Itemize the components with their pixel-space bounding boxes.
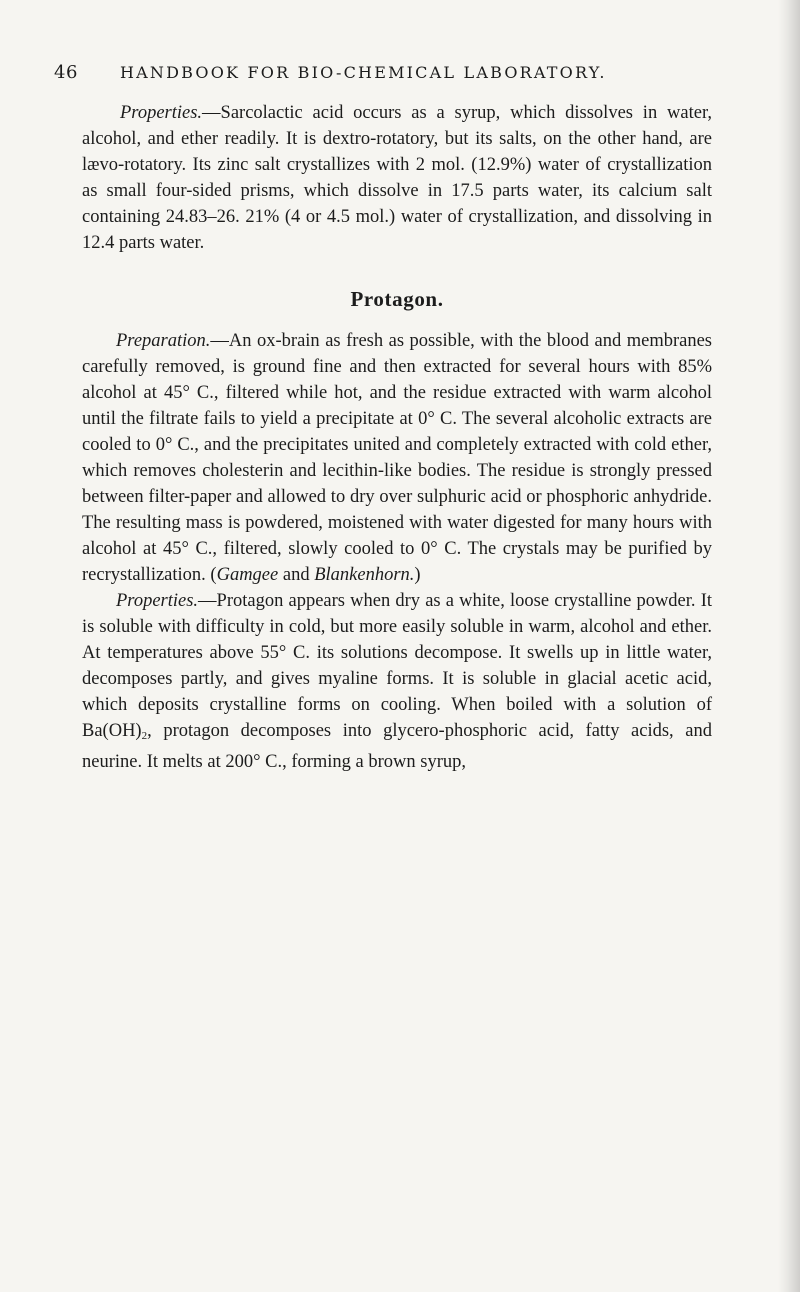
section-heading-protagon: Protagon.	[350, 287, 444, 311]
preparation-text: —An ox-brain as fresh as possible, with the blood and membranes carefully removed, is ground fine and then extracted for several hours with 85% alcohol at 45° C., filtered while hot, and the residue extracted with warm alcohol until the filtrate fails to yield a precipitate at 0° C. The several alcoholic extracts are cooled to 0° C., and the precipitates united and completely extracted with cold ether, which removes cholesterin and lecithin-like bodies. The residue is strongly pressed between filter-paper and allowed to dry over sulphuric acid or phosphoric anhydride. The resulting mass is powdered, moistened with water digested for many hours with alcohol at 45° C., filtered, slowly cooled to 0° C. The crystals may be purified by recrystallization. (	[82, 331, 712, 585]
protagon-preparation-paragraph	[82, 328, 712, 588]
properties-text-1: —Protagon appears when dry as a white, loose crystalline powder. It is soluble with difficulty in cold, but more easily soluble in warm, alcohol and ether. At temperatures above 55° C. its solutions decompose. It swells up in little water, decomposes partly, and gives myaline forms. It is soluble in glacial acetic acid, which deposits crystalline forms on cooling. When boiled with a solution of Ba(OH)	[82, 591, 712, 741]
properties-label: Properties.	[120, 103, 203, 123]
sarcolactic-properties-paragraph	[82, 100, 712, 256]
sarcolactic-text: —Sarcolactic acid occurs as a syrup, which dissolves in water, alcohol, and ether readily. It is dextro-rotatory, but its salts, on the other hand, are lævo-rotatory. Its zinc salt crystallizes with 2 mol. (12.9%) water of crystallization as small four-sided prisms, which dissolve in 17.5 parts water, its calcium salt containing 24.83–26. 21% (4 or 4.5 mol.) water of crystallization, and dissolving in 12.4 parts water.	[82, 103, 712, 253]
properties-label: Properties.	[116, 591, 199, 611]
page-header	[54, 62, 754, 86]
citation-author-2: Blankenhorn.	[314, 565, 415, 585]
properties-text-2: , protagon decomposes into glycero-phosphoric acid, fatty acids, and neurine. It melts at 200° C., forming a brown syrup,	[82, 721, 712, 772]
body-text	[82, 100, 712, 775]
citation-close: )	[414, 565, 421, 585]
protagon-properties-paragraph	[82, 588, 712, 775]
page-edge-shadow	[778, 0, 800, 1292]
page-number: 46	[54, 62, 78, 83]
subscript-2: 2	[141, 730, 148, 742]
running-title: HANDBOOK FOR BIO-CHEMICAL LABORATORY.	[120, 63, 607, 82]
preparation-label: Preparation.	[116, 331, 211, 351]
citation-author-1: Gamgee	[216, 565, 279, 585]
citation-joiner: and	[278, 565, 315, 585]
